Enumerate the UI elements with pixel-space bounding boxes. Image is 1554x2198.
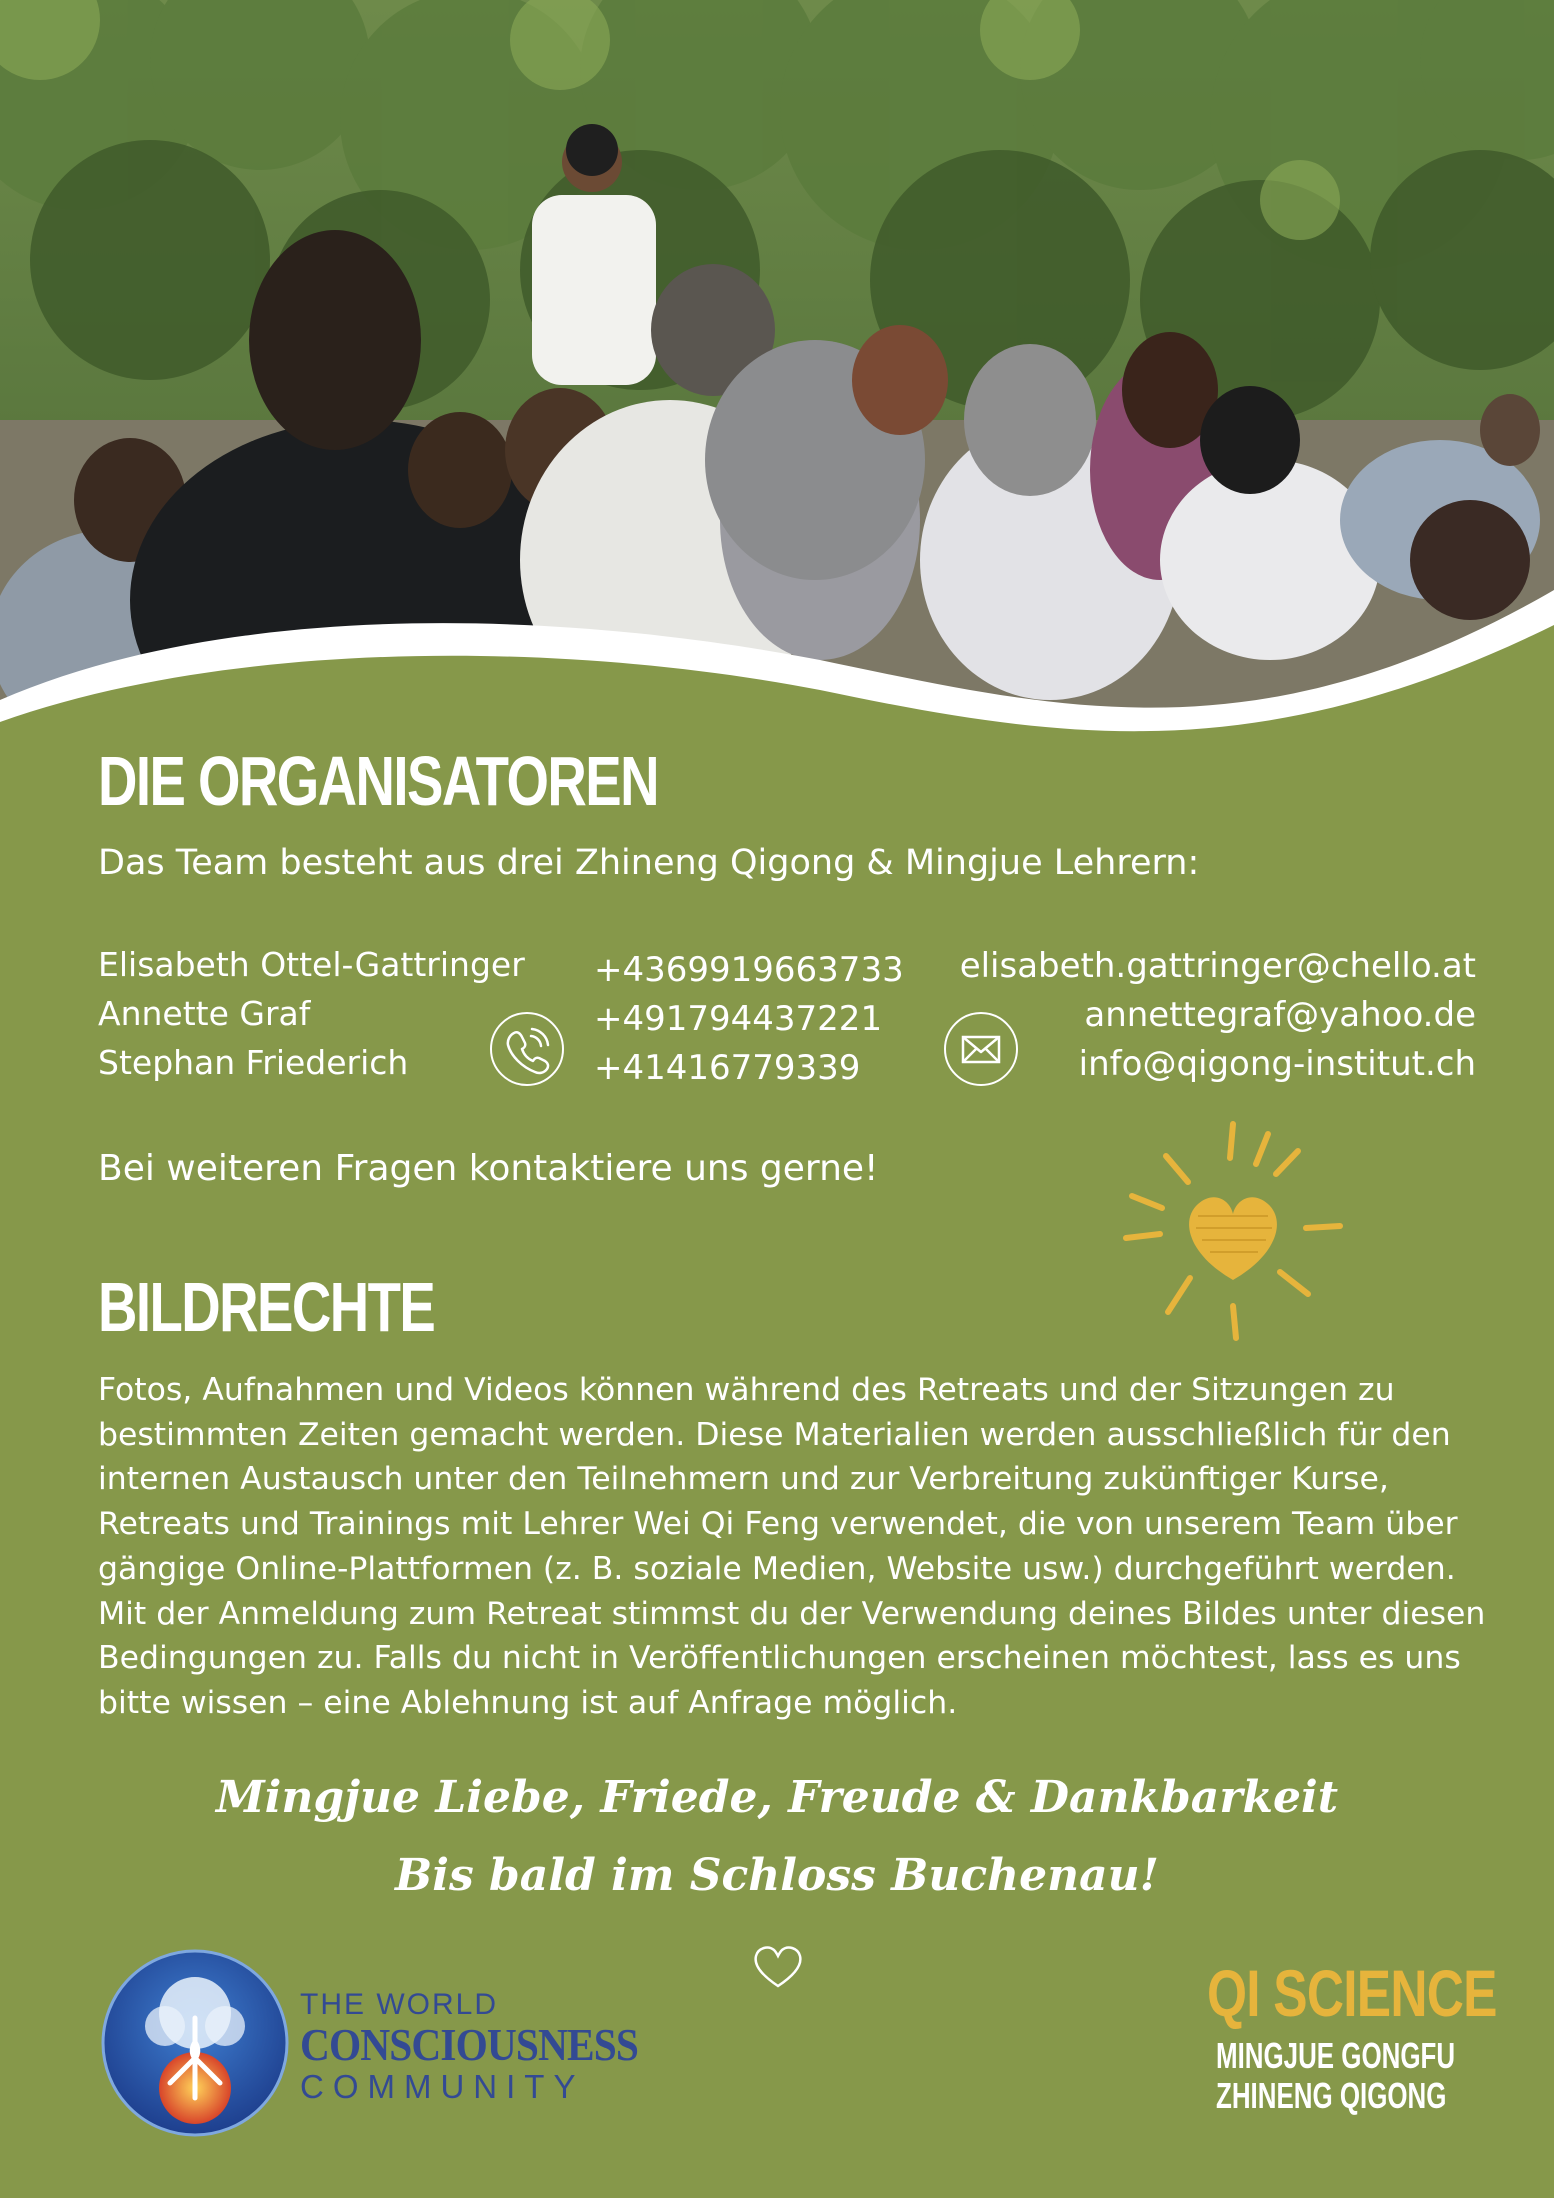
qi-science-subtitle: MINGJUE GONGFU [1216,2035,1456,2076]
world-consciousness-emblem [100,1948,290,2138]
logo-line: CONSCIOUSNESS [300,2019,639,2070]
closing-line-1: Mingjue Liebe, Friede, Freude & Dankbarkeit [215,1772,1339,1823]
world-consciousness-logo-text [300,1990,676,2103]
email-link[interactable]: annettegraf@yahoo.de [1084,995,1476,1035]
phone-icon [490,1012,564,1086]
sun-heart-icon [1118,1116,1348,1346]
qi-science-logo [1174,1956,1497,2116]
phone-number[interactable]: +491794437221 [594,999,883,1039]
email-link[interactable]: info@qigong-institut.ch [1078,1044,1476,1084]
organizers-heading: DIE ORGANISATOREN [98,742,658,820]
organizer-name: Annette Graf [98,994,311,1033]
closing-line-2: Bis bald im Schloss Buchenau! [395,1850,1159,1901]
logo-line: COMMUNITY [300,2068,585,2105]
organizer-name: Elisabeth Ottel-Gattringer [98,945,525,984]
qi-science-subtitle: ZHINENG QIGONG [1216,2075,1447,2116]
image-rights-heading: BILDRECHTE [98,1268,435,1346]
hero-photo [0,0,1554,760]
organizer-name: Stephan Friederich [98,1043,409,1082]
phone-number[interactable]: +41416779339 [594,1048,861,1088]
organizer-emails [960,942,1476,1089]
image-rights-text: Fotos, Aufnahmen und Videos können während des Retreats und der Sitzungen zu bestimmten Zeiten gemacht werden. Diese Materialien werden ausschließlich für den internen Austausch unter den Teilnehmern und zur Verbreitung zukünftiger Kurse, Retreats und Trainings mit Lehrer Wei Qi Feng verwendet, die von unserem Team über gängige Online-Plattformen (z. B. soziale Medien, Website usw.) durchgeführt werden. Mit der Anmeldung zum Retreat stimmst du der Verwendung deines Bildes unter diesen Bedingungen zu. Falls du nicht in Veröffentlichungen erscheinen möchtest, lass es uns bitte wissen – eine Ablehnung ist auf Anfrage möglich. [98,1372,1486,1721]
organizer-names [98,940,525,1087]
organizer-phones [594,946,904,1093]
phone-number[interactable]: +4369919663733 [594,950,904,990]
email-link[interactable]: elisabeth.gattringer@chello.at [959,946,1476,986]
logo-line: THE WORLD [300,1988,498,2021]
heart-outline-icon [752,1944,804,1990]
contact-question: Bei weiteren Fragen kontaktiere uns gerne! [98,1148,879,1189]
qi-science-title: QI SCIENCE [1207,1956,1497,2030]
organizers-intro: Das Team besteht aus drei Zhineng Qigong & Mingjue Lehrern: [98,843,1200,883]
